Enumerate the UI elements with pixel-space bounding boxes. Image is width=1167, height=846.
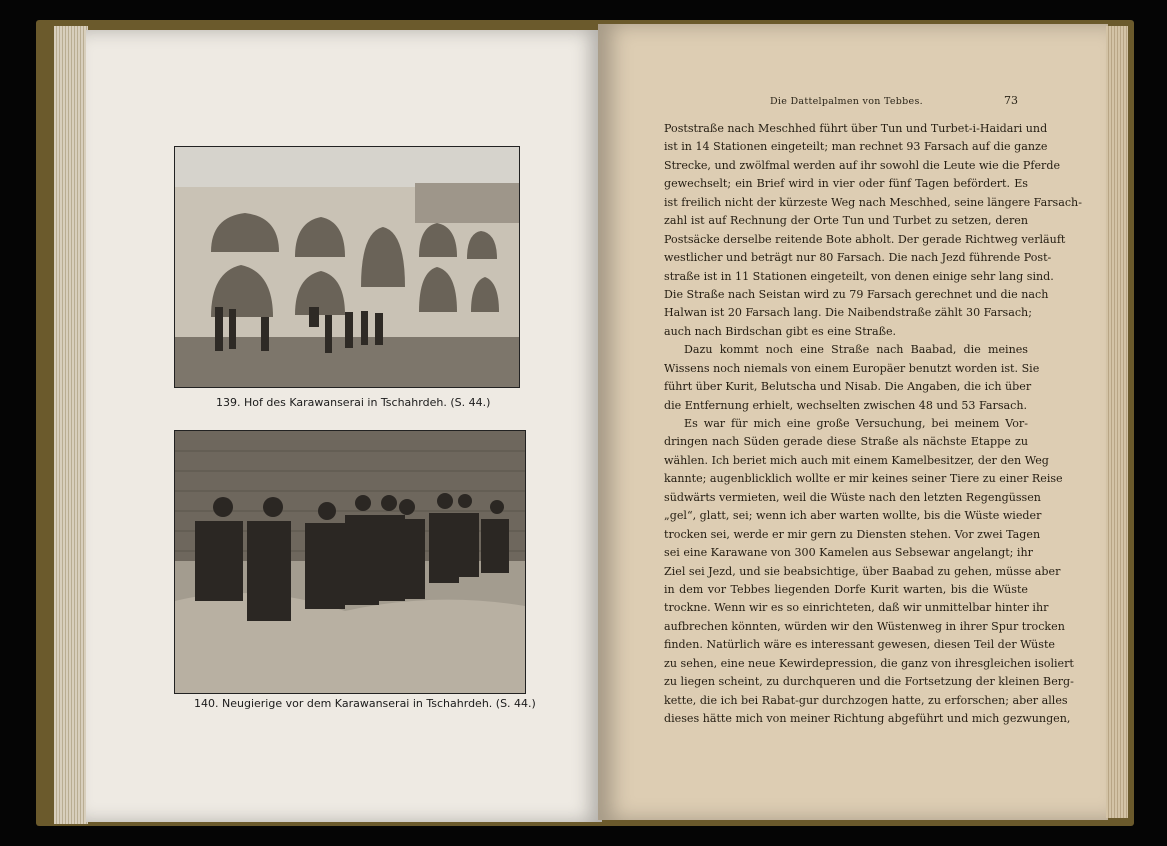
photo-onlookers [174, 430, 526, 694]
text-line: zahl ist auf Rechnung der Orte Tun und Turbet zu setzen, deren [664, 214, 1028, 228]
text-line: Die Straße nach Seistan wird zu 79 Farsach gerechnet und die nach [664, 287, 1049, 301]
text-line: ist in 14 Stationen eingeteilt; man rechnet 93 Farsach auf die ganze [664, 140, 1048, 154]
text-line: zu sehen, eine neue Kewirdepression, die ganz von ihresgleichen isoliert [664, 656, 1074, 670]
text-line: straße ist in 11 Stationen eingeteilt, von denen einige sehr lang sind. [664, 269, 1054, 283]
text-line: kannte; augenblicklich wollte er mir keines seiner Tiere zu einer Reise [664, 472, 1063, 486]
left-page-edges [54, 26, 88, 824]
courtyard-illustration [175, 147, 519, 387]
text-line: führt über Kurit, Belutscha und Nisab. Die Angaben, die ich über [664, 380, 1032, 394]
text-line: Wissens noch niemals von einem Europäer benutzt worden ist. Sie [664, 361, 1040, 375]
right-page-edges [1106, 26, 1128, 818]
text-line: die Entfernung erhielt, wechselten zwischen 48 und 53 Farsach. [664, 398, 1028, 412]
text-line: gewechselt; ein Brief wird in vier oder fünf Tagen befördert. Es [664, 177, 1028, 191]
text-line: Poststraße nach Meschhed führt über Tun und Turbet-i-Haidari und [664, 122, 1048, 135]
text-line: kette, die ich bei Rabat-gur durchzogen hatte, zu erforschen; aber alles [664, 693, 1068, 707]
text-line: Halwan ist 20 Farsach lang. Die Naibendstraße zählt 30 Farsach; [664, 306, 1032, 320]
text-line: finden. Natürlich wäre es interessant gewesen, diesen Teil der Wüste [664, 638, 1055, 652]
text-line: trockne. Wenn wir es so einrichteten, daß wir unmittelbar hinter ihr [664, 601, 1049, 615]
text-line: zu liegen scheint, zu durchqueren und die Fortsetzung der kleinen Berg- [664, 675, 1074, 689]
running-head: Die Dattelpalmen von Tebbes. [770, 96, 923, 107]
text-line: auch nach Birdschan gibt es eine Straße. [664, 324, 897, 338]
text-line: sei eine Karawane von 300 Kamelen aus Sebsewar angelangt; ihr [664, 546, 1033, 560]
text-line: dieses hätte mich von meiner Richtung abgeführt und mich gezwungen, [664, 712, 1071, 725]
page-number: 73 [1004, 94, 1018, 107]
text-line: Dazu kommt noch eine Straße nach Baabad, die meines [684, 343, 1028, 357]
text-line: dringen nach Süden gerade diese Straße als nächste Etappe zu [664, 435, 1028, 449]
text-line: aufbrechen könnten, würden wir den Wüstenweg in ihrer Spur trocken [664, 619, 1065, 633]
text-line: Ziel sei Jezd, und sie beabsichtige, über Baabad zu gehen, müsse aber [664, 564, 1061, 578]
text-line: Es war für mich eine große Versuchung, bei meinem Vor- [684, 417, 1028, 430]
text-line: ist freilich nicht der kürzeste Weg nach Meschhed, seine längere Farsach- [664, 195, 1082, 209]
text-line: in dem vor Tebbes liegenden Dorfe Kurit warten, bis die Wüste [664, 582, 1028, 596]
text-line: wählen. Ich beriet mich auch mit einem Kamelbesitzer, der den Weg [664, 453, 1049, 467]
text-line: westlicher und beträgt nur 80 Farsach. Die nach Jezd führende Post- [664, 251, 1052, 265]
onlookers-illustration [175, 431, 525, 693]
text-line: südwärts vermieten, weil die Wüste nach den letzten Regengüssen [664, 490, 1041, 504]
text-line: trocken sei, werde er mir gern zu Diensten stehen. Vor zwei Tagen [664, 527, 1041, 541]
figure-caption-139: 139. Hof des Karawanserai in Tschahrdeh. (S. 44.) [216, 396, 491, 409]
photo-caravanserai-courtyard [174, 146, 520, 388]
figure-caption-140: 140. Neugierige vor dem Karawanserai in Tschahrdeh. (S. 44.) [194, 697, 536, 710]
text-line: „gel“, glatt, sei; wenn ich aber warten wollte, bis die Wüste wieder [664, 509, 1042, 523]
text-line: Postsäcke derselbe reitende Bote abholt. Der gerade Richtweg verläuft [664, 232, 1066, 246]
body-text [664, 120, 1082, 728]
text-line: Strecke, und zwölfmal werden auf ihr sowohl die Leute wie die Pferde [664, 158, 1061, 172]
